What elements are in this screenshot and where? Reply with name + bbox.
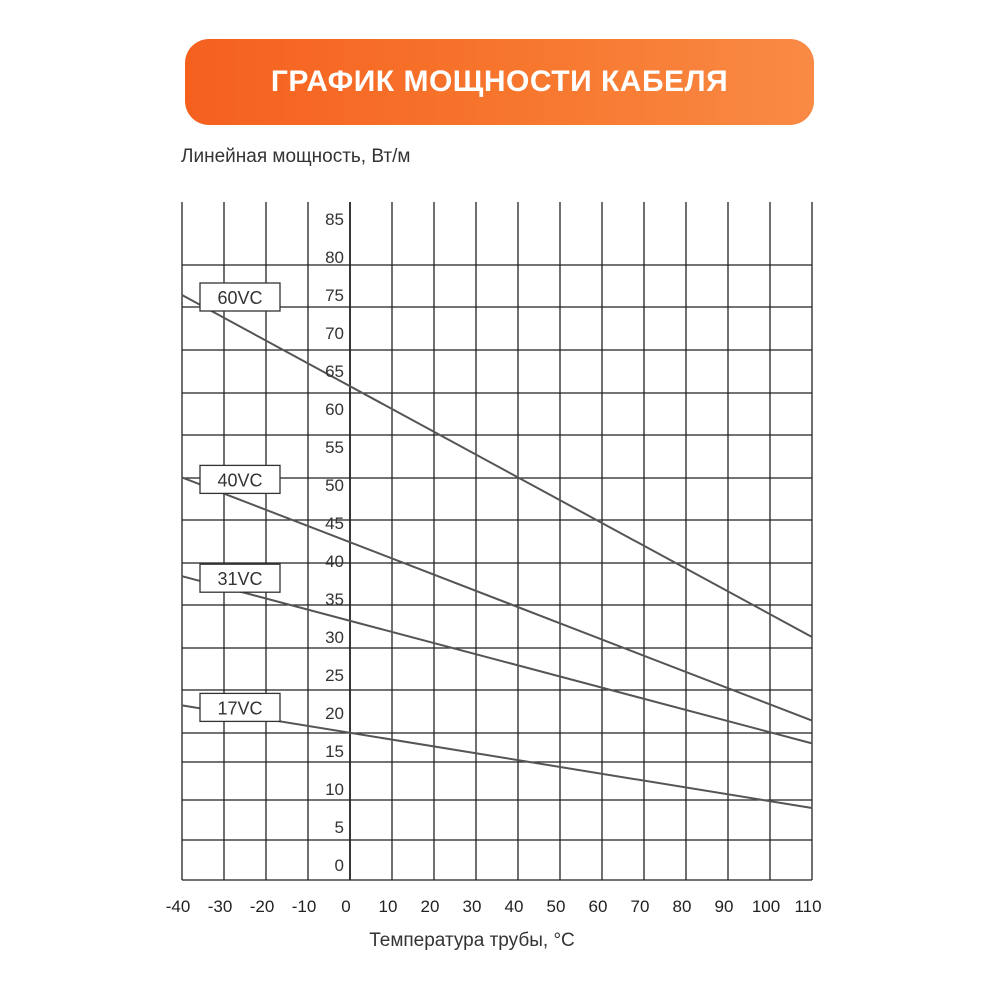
series-label-17vc [200, 693, 280, 721]
x-tick-label: 30 [462, 897, 482, 916]
series-label-40vc [200, 465, 280, 493]
y-tick-label: 85 [325, 210, 344, 229]
series-line-40vc [182, 477, 812, 720]
x-tick-label: 110 [794, 897, 822, 916]
svg-text:60VC: 60VC [217, 288, 263, 308]
y-tick-label: 30 [325, 628, 344, 647]
x-tick-label: 70 [630, 897, 650, 916]
series-lines [182, 295, 812, 808]
x-tick-label: -30 [207, 897, 233, 916]
y-tick-label: 75 [325, 286, 344, 305]
x-tick-label: 60 [588, 897, 608, 916]
x-axis-label-wrap [0, 930, 1000, 952]
y-tick-label: 70 [325, 324, 344, 343]
x-tick-label: -40 [165, 897, 191, 916]
y-tick-label: 40 [325, 552, 344, 571]
y-tick-label: 65 [325, 362, 344, 381]
series-label-31vc [200, 564, 280, 592]
x-tick-label: -20 [249, 897, 275, 916]
x-tick-label: -10 [291, 897, 317, 916]
x-tick-label: 100 [751, 897, 781, 916]
y-tick-label: 15 [325, 742, 344, 761]
y-tick-label: 35 [325, 590, 344, 609]
x-tick-label: 10 [378, 897, 398, 916]
x-tick-label: 50 [546, 897, 566, 916]
series-labels [200, 283, 280, 721]
y-tick-label: 25 [325, 666, 344, 685]
y-tick-labels [325, 210, 344, 875]
y-tick-label: 20 [325, 704, 344, 723]
x-tick-label: 0 [341, 897, 351, 916]
svg-text:40VC: 40VC [217, 470, 263, 491]
y-tick-label: 0 [334, 856, 344, 875]
y-axis-label: Линейная мощность, Вт/м [181, 146, 411, 167]
y-tick-label: 55 [325, 438, 344, 457]
x-tick-label: 90 [714, 897, 734, 916]
svg-text:17VC: 17VC [217, 698, 263, 719]
y-tick-label: 50 [325, 476, 344, 495]
y-tick-label: 45 [325, 514, 344, 533]
x-axis-label: Температура трубы, °C [369, 930, 575, 951]
x-tick-labels [166, 897, 822, 916]
svg-text:31VC: 31VC [217, 569, 263, 590]
y-tick-label: 60 [325, 400, 344, 419]
chart-title: ГРАФИК МОЩНОСТИ КАБЕЛЯ [270, 65, 729, 98]
x-tick-label: 40 [504, 897, 524, 916]
x-tick-label: 80 [672, 897, 692, 916]
y-tick-label: 10 [325, 780, 344, 799]
y-tick-label: 5 [334, 818, 344, 837]
x-tick-label: 20 [420, 897, 440, 916]
series-label-60vc [200, 283, 280, 311]
y-tick-label: 80 [325, 248, 344, 267]
